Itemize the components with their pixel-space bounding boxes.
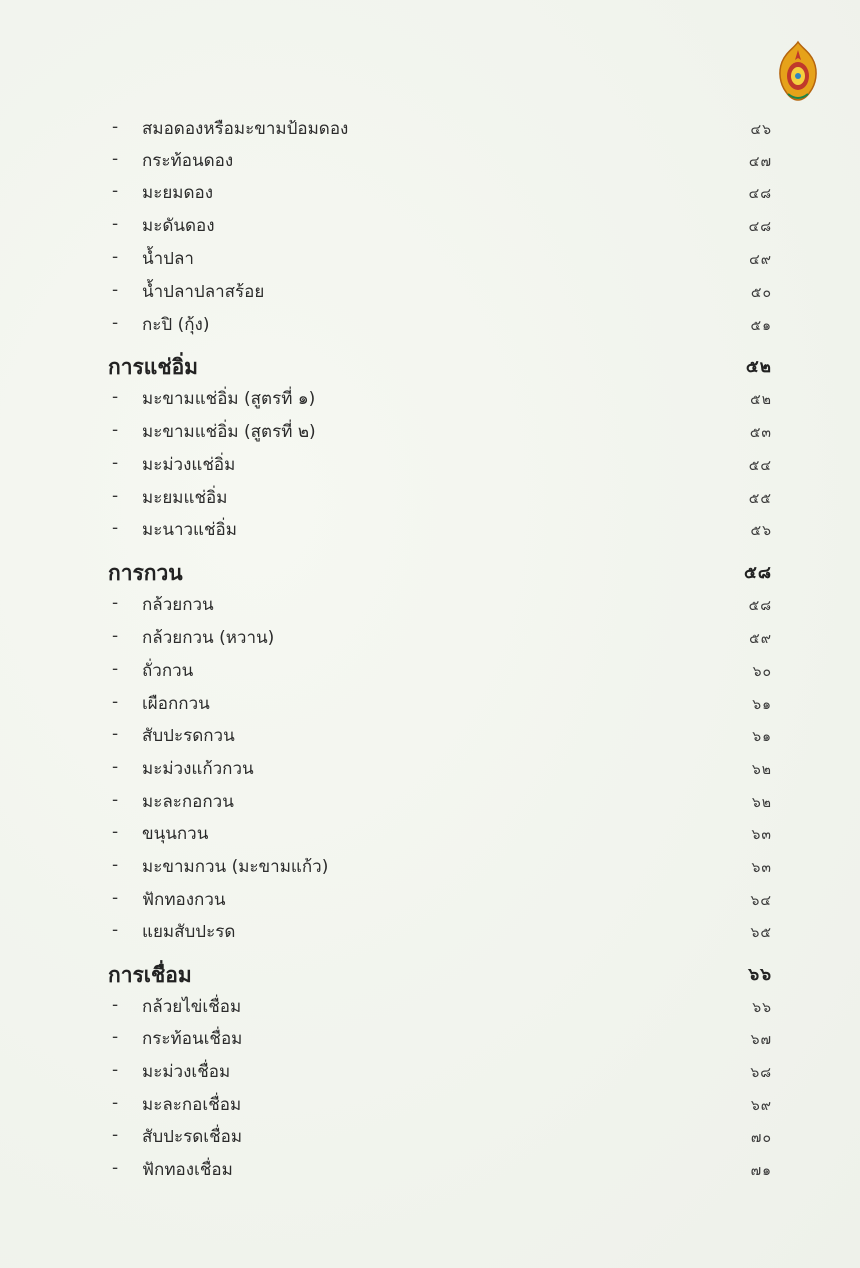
entry-title: กระท้อนดอง	[142, 151, 234, 171]
toc-entry	[0, 243, 860, 273]
bullet-dash: -	[112, 593, 119, 613]
entry-title: ขนุนกวน	[142, 824, 209, 844]
entry-title: มะขามแช่อิ่ม (สูตรที่ ๒)	[142, 422, 316, 442]
entry-title: กล้วยกวน (หวาน)	[142, 628, 275, 648]
toc-entry	[0, 1056, 860, 1086]
emblem-logo	[776, 40, 820, 102]
page-number: ๕๑	[750, 318, 772, 334]
page-number: ๗๐	[750, 1130, 772, 1146]
bullet-dash: -	[112, 453, 119, 473]
page-number: ๖๖	[748, 965, 772, 985]
entry-title: กะปิ (กุ้ง)	[142, 315, 210, 335]
bullet-dash: -	[112, 692, 119, 712]
entry-title: ฟักทองเชื่อม	[142, 1160, 233, 1180]
page-number: ๖๓	[751, 827, 772, 843]
bullet-dash: -	[112, 626, 119, 646]
bullet-dash: -	[112, 1158, 119, 1178]
entry-title: มะขามกวน (มะขามแก้ว)	[142, 857, 329, 877]
entry-title: มะม่วงแช่อิ่ม	[142, 455, 236, 475]
toc-entry	[0, 449, 860, 479]
bullet-dash: -	[112, 790, 119, 810]
page-number: ๖๖	[752, 1000, 772, 1016]
page-number: ๔๗	[748, 154, 772, 170]
bullet-dash: -	[112, 822, 119, 842]
toc-entry	[0, 514, 860, 544]
entry-title: มะนาวแช่อิ่ม	[142, 520, 237, 540]
toc-entry	[0, 818, 860, 848]
entry-title: กล้วยไข่เชื่อม	[142, 997, 242, 1017]
bullet-dash: -	[112, 659, 119, 679]
bullet-dash: -	[112, 387, 119, 407]
entry-title: มะละกอกวน	[142, 792, 234, 812]
page-number: ๖๒	[751, 762, 772, 778]
section-title: การเชื่อม	[108, 963, 192, 987]
page-number: ๗๑	[750, 1163, 772, 1179]
toc-entry	[0, 1154, 860, 1184]
entry-title: มะม่วงแก้วกวน	[142, 759, 254, 779]
toc-entry	[0, 622, 860, 652]
toc-entry	[0, 786, 860, 816]
toc-entry	[0, 210, 860, 240]
entry-title: มะยมแช่อิ่ม	[142, 488, 228, 508]
toc-entry	[0, 309, 860, 339]
entry-title: น้ำปลาปลาสร้อย	[142, 282, 265, 302]
page-number: ๔๘	[748, 186, 772, 202]
bullet-dash: -	[112, 855, 119, 875]
page-number: ๖๐	[752, 664, 772, 680]
page-number: ๖๑	[752, 697, 772, 713]
toc-entry	[0, 1023, 860, 1053]
toc-entry	[0, 753, 860, 783]
entry-title: กระท้อนเชื่อม	[142, 1029, 243, 1049]
bullet-dash: -	[112, 1060, 119, 1080]
page-number: ๕๕	[748, 491, 772, 507]
bullet-dash: -	[112, 724, 119, 744]
bullet-dash: -	[112, 214, 119, 234]
entry-title: ฟักทองกวน	[142, 890, 226, 910]
toc-entry	[0, 655, 860, 685]
bullet-dash: -	[112, 1125, 119, 1145]
page-number: ๔๖	[750, 122, 772, 138]
entry-title: เผือกกวน	[142, 694, 210, 714]
entry-title: มะขามแช่อิ่ม (สูตรที่ ๑)	[142, 389, 316, 409]
entry-title: มะดันดอง	[142, 216, 215, 236]
toc-entry	[0, 416, 860, 446]
page-number: ๖๕	[750, 925, 772, 941]
toc-entry	[0, 482, 860, 512]
entry-title: สับปะรดกวน	[142, 726, 235, 746]
bullet-dash: -	[112, 995, 119, 1015]
page-number: ๖๔	[750, 893, 772, 909]
toc-section-heading	[0, 349, 860, 379]
bullet-dash: -	[112, 117, 119, 137]
page-number: ๕๖	[750, 523, 772, 539]
toc-entry	[0, 1089, 860, 1119]
page-number: ๔๘	[748, 219, 772, 235]
page-number: ๔๙	[749, 252, 772, 268]
entry-title: มะม่วงเชื่อม	[142, 1062, 231, 1082]
bullet-dash: -	[112, 280, 119, 300]
bullet-dash: -	[112, 757, 119, 777]
bullet-dash: -	[112, 888, 119, 908]
bullet-dash: -	[112, 247, 119, 267]
bullet-dash: -	[112, 181, 119, 201]
bullet-dash: -	[112, 420, 119, 440]
bullet-dash: -	[112, 149, 119, 169]
toc-entry	[0, 589, 860, 619]
page-number: ๕๘	[748, 598, 772, 614]
entry-title: แยมสับปะรด	[142, 922, 236, 942]
page-number: ๖๑	[752, 729, 772, 745]
page-number: ๖๙	[750, 1098, 772, 1114]
page-number: ๖๗	[750, 1032, 772, 1048]
page-number: ๕๒	[750, 392, 772, 408]
entry-title: สมอดองหรือมะขามป้อมดอง	[142, 119, 349, 139]
toc-section-heading	[0, 555, 860, 585]
toc-entry	[0, 276, 860, 306]
bullet-dash: -	[112, 920, 119, 940]
toc-entry	[0, 1121, 860, 1151]
page-number: ๕๒	[745, 357, 772, 377]
entry-title: มะละกอเชื่อม	[142, 1095, 242, 1115]
page-number: ๕๐	[750, 285, 772, 301]
toc-entry	[0, 720, 860, 750]
page-number: ๕๘	[744, 563, 772, 583]
toc-entry	[0, 851, 860, 881]
entry-title: กล้วยกวน	[142, 595, 214, 615]
toc-entry	[0, 916, 860, 946]
toc-entry	[0, 145, 860, 175]
bullet-dash: -	[112, 486, 119, 506]
page-number: ๖๓	[751, 860, 772, 876]
bullet-dash: -	[112, 1093, 119, 1113]
bullet-dash: -	[112, 313, 119, 333]
toc-entry	[0, 177, 860, 207]
page-number: ๕๙	[749, 631, 772, 647]
page-number: ๕๓	[749, 425, 772, 441]
section-title: การกวน	[108, 561, 183, 585]
entry-title: ถั่วกวน	[142, 661, 194, 681]
toc-entry	[0, 884, 860, 914]
entry-title: น้ำปลา	[142, 249, 194, 269]
page-number: ๖๒	[751, 795, 772, 811]
toc-section-heading	[0, 957, 860, 987]
entry-title: สับปะรดเชื่อม	[142, 1127, 243, 1147]
bullet-dash: -	[112, 518, 119, 538]
toc-entry	[0, 688, 860, 718]
toc-entry	[0, 113, 860, 143]
entry-title: มะยมดอง	[142, 183, 214, 203]
section-title: การแช่อิ่ม	[108, 355, 199, 379]
page-number: ๖๘	[750, 1065, 772, 1081]
toc-entry	[0, 383, 860, 413]
bullet-dash: -	[112, 1027, 119, 1047]
toc-entry	[0, 991, 860, 1021]
page-number: ๕๔	[748, 458, 772, 474]
